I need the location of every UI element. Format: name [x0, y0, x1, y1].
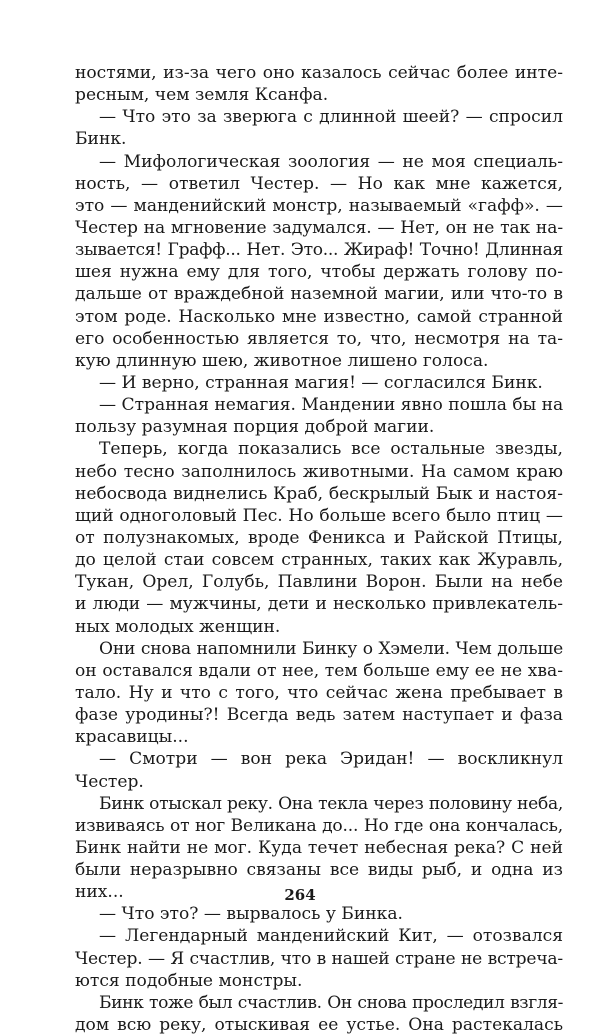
text-line: — Что это? — вырвалось у Бинка. [99, 904, 403, 925]
text-line: были неразрывно связаны все виды рыб, и одна из [75, 860, 563, 881]
text-line: красавицы... [75, 727, 189, 748]
text-line: Бинк найти не мог. Куда течет небесная река? С ней [75, 837, 563, 858]
text-line: ностями, из-за чего оно казалось сейчас более инте- [75, 63, 563, 83]
text-line: он оставался вдали от нее, тем больше ему ее не хва- [75, 660, 563, 681]
text-line: — Легендарный манденийский Кит, — отозвался [99, 926, 563, 947]
text-line: его особенностью является то, что, несмотря на та- [75, 328, 563, 349]
text-line: ность, — ответил Честер. — Но как мне кажется, [75, 173, 563, 194]
text-line: ресным, чем земля Ксанфа. [75, 85, 329, 106]
text-line: этом роде. Насколько мне известно, самой странной [75, 306, 563, 327]
text-line: Бинк отыскал реку. Она текла через половину неба, [99, 793, 563, 814]
text-line: Они снова напомнили Бинку о Хэмели. Чем дольше [99, 638, 563, 659]
text-line: извиваясь от ног Великана до... Но где она кончалась, [75, 815, 563, 836]
text-line: тало. Ну и что с того, что сейчас жена пребывает в [75, 682, 563, 703]
text-line: Честер. [75, 771, 144, 792]
text-line: ются подобные монстры. [75, 970, 303, 991]
text-line: Честер на мгновение задумался. — Нет, он не так на- [75, 217, 563, 238]
text-line: ных молодых женщин. [75, 616, 281, 637]
text-line: дом всю реку, отыскивая ее устье. Она растекалась [75, 1015, 563, 1036]
text-line: — Странная немагия. Мандении явно пошла бы на [99, 395, 564, 416]
text-line: пользу разумная порция доброй магии. [75, 417, 435, 438]
text-line: — И верно, странная магия! — согласился Бинк. [99, 372, 543, 393]
text-line: фазе уродины?! Всегда ведь затем наступает и фаза [75, 705, 563, 726]
text-line: шея нужна ему для того, чтобы держать голову по- [75, 262, 563, 283]
text-line: от полузнакомых, вроде Феникса и Райской Птицы, [75, 527, 563, 548]
text-line: кую длинную шею, животное лишено голоса. [75, 350, 489, 371]
text-line: небо тесно заполнилось животными. На самом краю [75, 461, 563, 482]
text-line: небосвода виднелись Краб, бескрылый Бык и настоя- [75, 483, 563, 504]
text-line: — Мифологическая зоология — не моя специаль- [99, 151, 563, 172]
text-line: щий одноголовый Пес. Но больше всего было птиц — [75, 505, 563, 526]
text-line: — Смотри — вон река Эридан! — воскликнул [99, 749, 563, 770]
text-line: Честер. — Я счастлив, что в нашей стране не встреча- [75, 948, 563, 969]
text-line: Теперь, когда показались все остальные звезды, [99, 439, 563, 460]
text-line: до целой стаи совсем странных, таких как Журавль, [75, 550, 563, 571]
text-line: зывается! Графф... Нет. Это... Жираф! Точно! Длинная [75, 240, 563, 261]
text-line: Бинк тоже был счастлив. Он снова проследил взгля- [99, 992, 563, 1013]
text-line: Бинк. [75, 129, 127, 150]
text-line: них... [75, 882, 124, 903]
text-line: — Что это за зверюга с длинной шеей? — спросил [99, 107, 563, 128]
page-number: 264 [284, 886, 316, 904]
text-line: и люди — мужчины, дети и несколько привлекатель- [75, 594, 563, 615]
text-line: это — манденийский монстр, называемый «гафф». — [75, 195, 563, 216]
text-line: дальше от враждебной наземной магии, или что-то в [75, 284, 563, 305]
text-line: Тукан, Орел, Голубь, Павлини Ворон. Были на небе [75, 572, 563, 593]
